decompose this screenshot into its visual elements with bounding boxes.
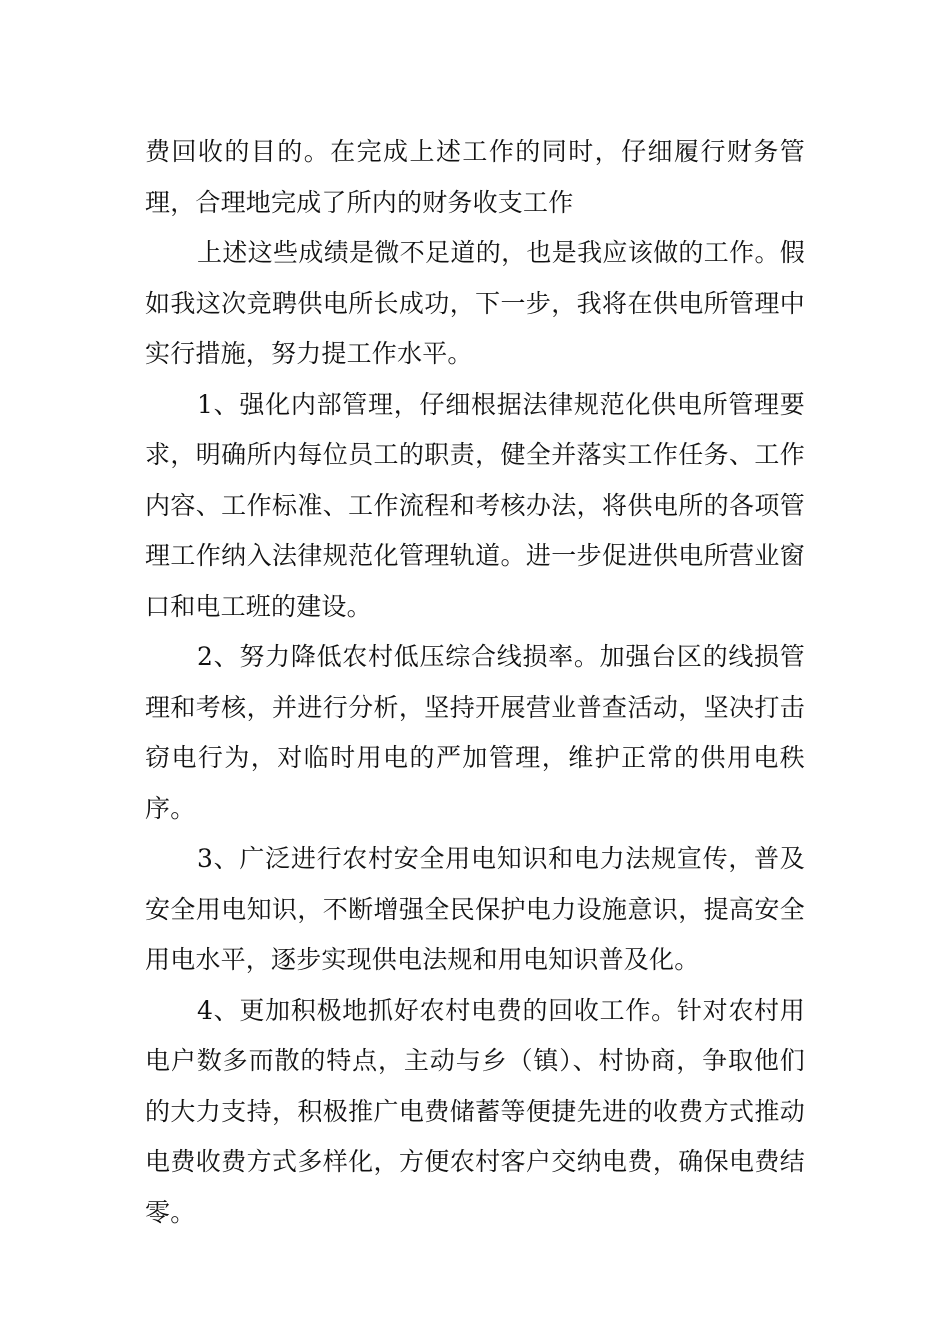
paragraph-item-2: 2、努力降低农村低压综合线损率。加强台区的线损管理和考核，并进行分析，坚持开展营业普查活动，坚决打击窃电行为，对临时用电的严加管理，维护正常的供用电秩序。 — [145, 642, 805, 823]
paragraph-item-4: 4、更加积极地抓好农村电费的回收工作。针对农村用电户数多而散的特点，主动与乡（镇）、村协商，争取他们的大力支持，积极推广电费储蓄等便捷先进的收费方式推动电费收费方式多样化，方便农村客户交纳电费，确保电费结零。 — [145, 995, 805, 1227]
paragraph-continuation: 费回收的目的。在完成上述工作的同时，仔细履行财务管理，合理地完成了所内的财务收支工作 — [145, 137, 805, 217]
paragraph-item-1: 1、强化内部管理，仔细根据法律规范化供电所管理要求，明确所内每位员工的职责，健全并落实工作任务、工作内容、工作标准、工作流程和考核办法，将供电所的各项管理工作纳入法律规范化管理轨道。进一步促进供电所营业窗口和电工班的建设。 — [145, 389, 805, 621]
paragraph-item-3: 3、广泛进行农村安全用电知识和电力法规宣传，普及安全用电知识，不断增强全民保护电力设施意识，提高安全用电水平，逐步实现供电法规和用电知识普及化。 — [145, 844, 805, 974]
document-body — [145, 127, 805, 1238]
paragraph-intro: 上述这些成绩是微不足道的，也是我应该做的工作。假如我这次竞聘供电所长成功，下一步，我将在供电所管理中实行措施，努力提工作水平。 — [145, 238, 805, 368]
